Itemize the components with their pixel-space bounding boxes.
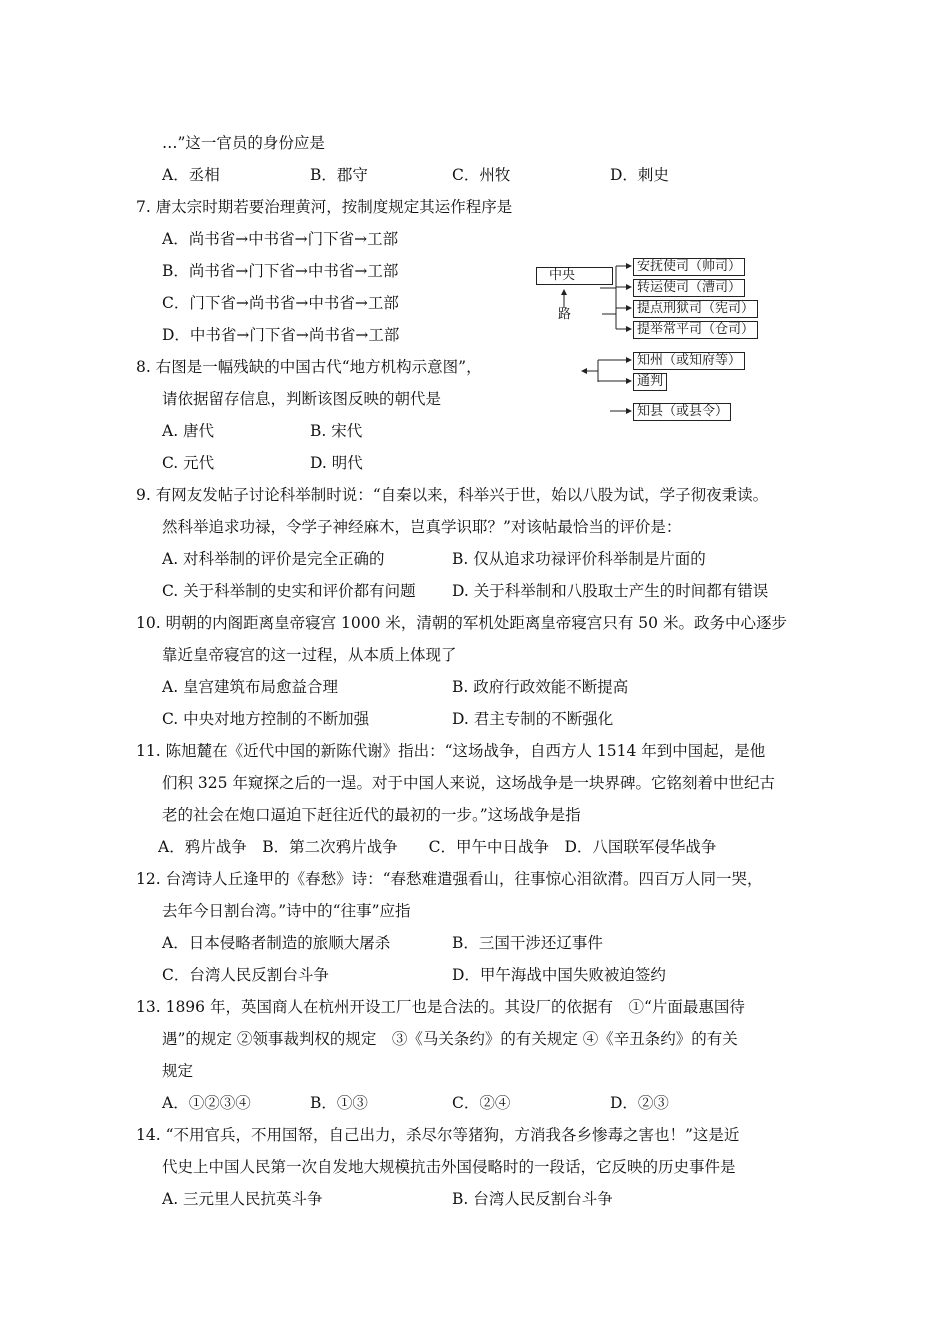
diagram-prefect: 知州（或知府等）: [633, 352, 745, 370]
diagram-route: 路: [558, 307, 572, 322]
q12-stem-1: 12. 台湾诗人丘逢甲的《春愁》诗：“春愁难遣强看山，往事惊心泪欲潸。四百万人同一哭，: [136, 870, 763, 888]
q7-option-d[interactable]: D．中书省→门下省→尚书省→工部: [162, 326, 400, 344]
diagram-central: 中央: [536, 267, 613, 285]
q13-option-d[interactable]: D．②③: [610, 1094, 669, 1112]
q10-option-a[interactable]: A. 皇宫建筑布局愈益合理: [162, 678, 339, 696]
q13-stem-1: 13. 1896 年，英国商人在杭州开设工厂也是合法的。其设厂的依据有 ①“片面最惠国待: [136, 998, 745, 1016]
q11-stem-2: 们积 325 年窥探之后的一逞。对于中国人来说，这场战争是一块界碑。它铭刻着中世纪古: [162, 774, 775, 792]
q7-option-a[interactable]: A．尚书省→中书省→门下省→工部: [162, 230, 399, 248]
q12-option-a[interactable]: A．日本侵略者制造的旅顺大屠杀: [162, 934, 391, 952]
q8-option-d[interactable]: D. 明代: [310, 454, 363, 472]
q9-stem-1: 9. 有网友发帖子讨论科举制时说：“自秦以来，科举兴于世，始以八股为试，学子彻夜秉读。: [136, 486, 769, 504]
q8-stem-2: 请依据留存信息，判断该图反映的朝代是: [162, 390, 442, 408]
q6-stem-tail: …”这一官员的身份应是: [162, 134, 325, 152]
q10-option-d[interactable]: D. 君主专制的不断强化: [452, 710, 614, 728]
q10-stem-2: 靠近皇帝寝宫的这一过程，从本质上体现了: [162, 646, 457, 664]
q8-stem-1: 8. 右图是一幅残缺的中国古代“地方机构示意图”，: [136, 358, 482, 376]
q14-stem-2: 代史上中国人民第一次自发地大规模抗击外国侵略时的一段话，它反映的历史事件是: [162, 1158, 736, 1176]
q9-option-a[interactable]: A. 对科举制的评价是完全正确的: [162, 550, 385, 568]
q7-stem: 7. 唐太宗时期若要治理黄河，按制度规定其运作程序是: [136, 198, 513, 216]
q13-option-c[interactable]: C．②④: [452, 1094, 511, 1112]
q7-option-c[interactable]: C．门下省→尚书省→中书省→工部: [162, 294, 399, 312]
diagram-office-1: 安抚使司（帅司）: [633, 258, 745, 276]
q6-option-d[interactable]: D．刺史: [610, 166, 669, 184]
diagram-office-3: 提点刑狱司（宪司）: [633, 300, 758, 318]
q13-stem-2: 遇”的规定 ②领事裁判权的规定 ③《马关条约》的有关规定 ④《辛丑条约》的有关: [162, 1030, 738, 1048]
q10-option-c[interactable]: C. 中央对地方控制的不断加强: [162, 710, 370, 728]
diagram-tongpan: 通判: [633, 373, 667, 391]
q12-option-d[interactable]: D．甲午海战中国失败被迫签约: [452, 966, 666, 984]
q6-option-a[interactable]: A．丞相: [162, 166, 220, 184]
q6-option-c[interactable]: C．州牧: [452, 166, 511, 184]
diagram-office-4: 提举常平司（仓司）: [633, 321, 758, 339]
q11-stem-1: 11. 陈旭麓在《近代中国的新陈代谢》指出：“这场战争，自西方人 1514 年到中国起，是他: [136, 742, 766, 760]
diagram-office-2: 转运使司（漕司）: [633, 279, 745, 297]
q6-option-b[interactable]: B．郡守: [310, 166, 368, 184]
q9-option-b[interactable]: B. 仅从追求功禄评价科举制是片面的: [452, 550, 706, 568]
q7-option-b[interactable]: B．尚书省→门下省→中书省→工部: [162, 262, 399, 280]
q8-option-a[interactable]: A. 唐代: [162, 422, 215, 440]
q9-stem-2: 然科举追求功禄，令学子神经麻木，岂真学识耶？”对该帖最恰当的评价是：: [162, 518, 682, 536]
q12-option-b[interactable]: B．三国干涉还辽事件: [452, 934, 603, 952]
q9-option-d[interactable]: D. 关于科举制和八股取士产生的时间都有错误: [452, 582, 769, 600]
q12-stem-2: 去年今日割台湾。”诗中的“往事”应指: [162, 902, 411, 920]
q13-option-b[interactable]: B．①③: [310, 1094, 368, 1112]
q13-option-a[interactable]: A．①②③④: [162, 1094, 251, 1112]
q10-option-b[interactable]: B. 政府行政效能不断提高: [452, 678, 629, 696]
local-institutions-diagram: [530, 252, 770, 432]
q14-option-b[interactable]: B. 台湾人民反割台斗争: [452, 1190, 613, 1208]
q12-option-c[interactable]: C．台湾人民反割台斗争: [162, 966, 329, 984]
q11-stem-3: 老的社会在炮口逼迫下赶往近代的最初的一步。”这场战争是指: [162, 806, 581, 824]
q11-options[interactable]: A．鸦片战争 B．第二次鸦片战争 C．甲午中日战争 D．八国联军侵华战争: [158, 838, 717, 856]
diagram-county: 知县（或县令）: [633, 403, 731, 421]
q8-option-c[interactable]: C. 元代: [162, 454, 215, 472]
q14-stem-1: 14. “不用官兵，不用国帑，自己出力，杀尽尔等猪狗，方消我各乡惨毒之害也！”这是近: [136, 1126, 740, 1144]
q13-stem-3: 规定: [162, 1062, 194, 1080]
q9-option-c[interactable]: C. 关于科举制的史实和评价都有问题: [162, 582, 416, 600]
q10-stem-1: 10. 明朝的内阁距离皇帝寝宫 1000 米，清朝的军机处距离皇帝寝宫只有 50 米。政务中心逐步: [136, 614, 787, 632]
q14-option-a[interactable]: A. 三元里人民抗英斗争: [162, 1190, 323, 1208]
q8-option-b[interactable]: B. 宋代: [310, 422, 363, 440]
